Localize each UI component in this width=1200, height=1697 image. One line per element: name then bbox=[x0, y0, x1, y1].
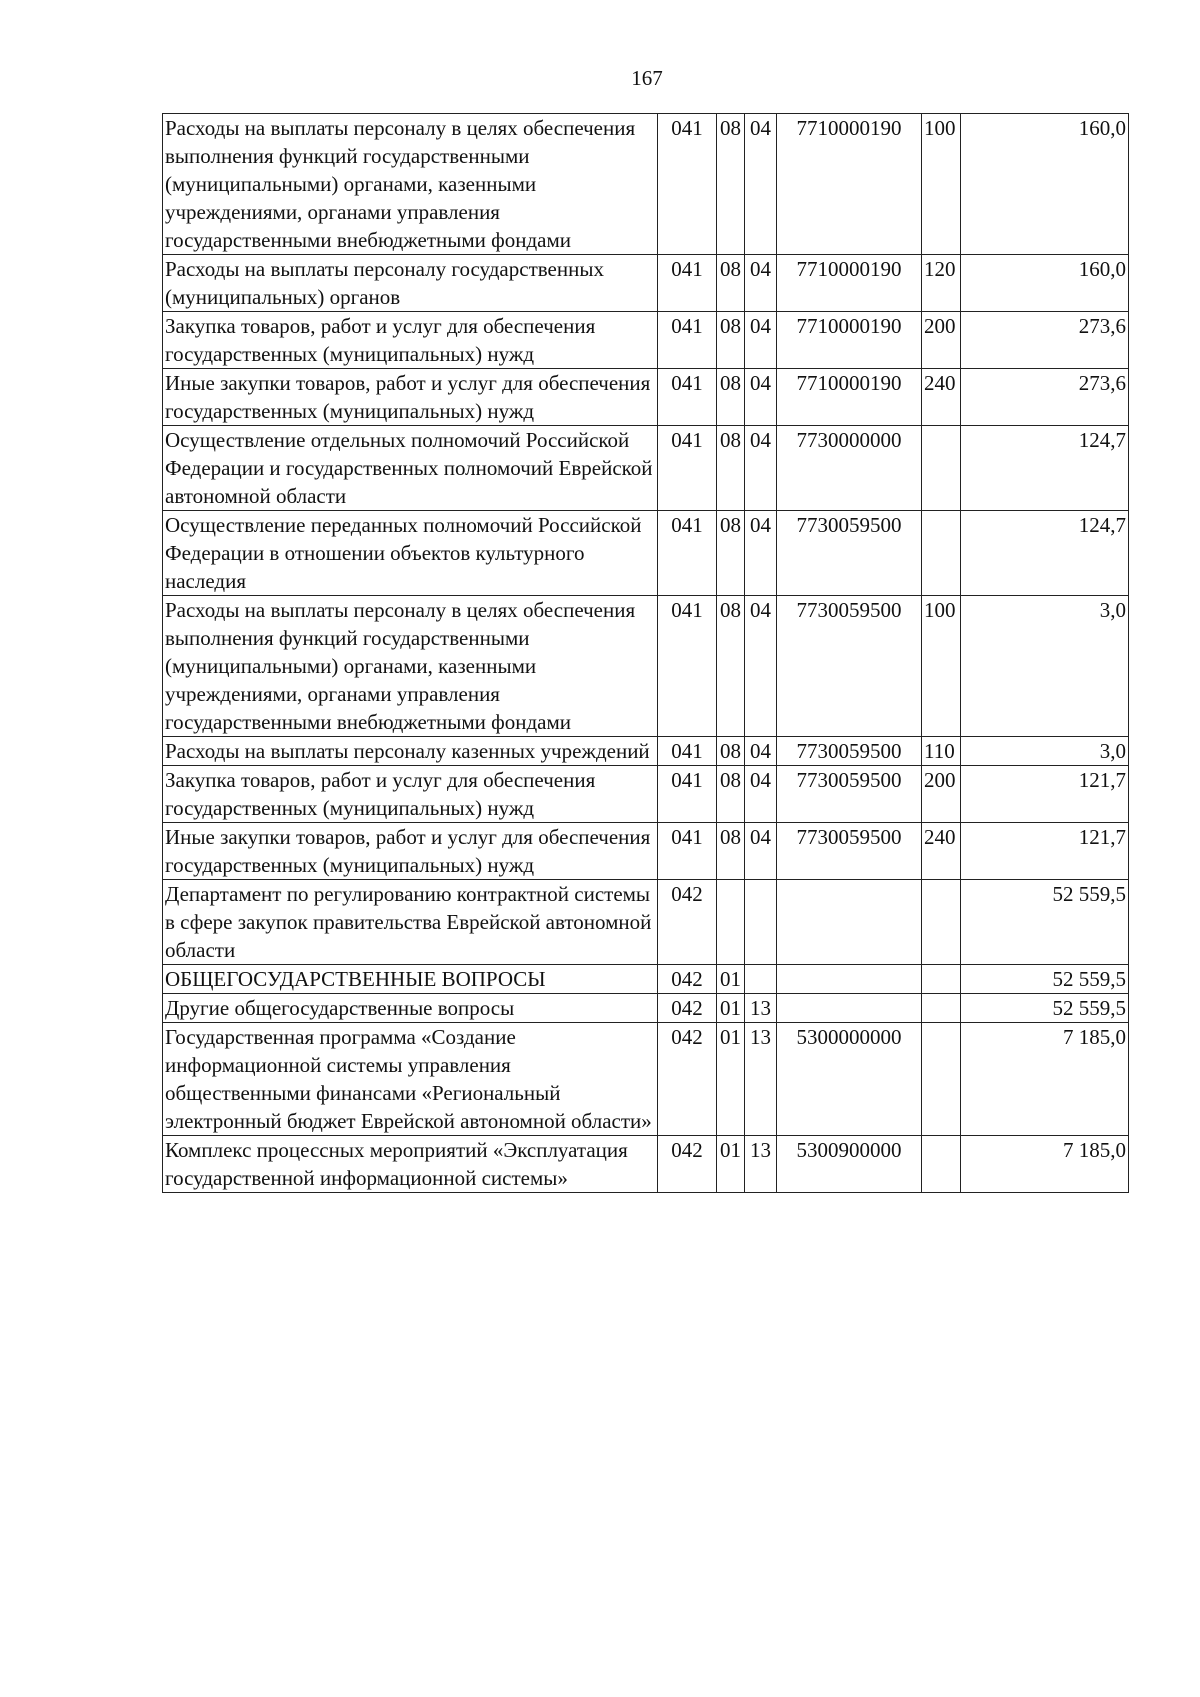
row-gr: 041 bbox=[658, 426, 717, 511]
row-pr bbox=[745, 965, 777, 994]
table-row bbox=[163, 965, 1129, 994]
row-name: Расходы на выплаты персоналу казенных учреждений bbox=[163, 737, 658, 766]
row-pr: 04 bbox=[745, 255, 777, 312]
row-gr: 042 bbox=[658, 965, 717, 994]
row-vr: 100 bbox=[922, 596, 961, 737]
table-row bbox=[163, 596, 1129, 737]
row-name: Иные закупки товаров, работ и услуг для обеспечения государственных (муниципальных) нужд bbox=[163, 823, 658, 880]
row-name: Департамент по регулированию контрактной системы в сфере закупок правительства Еврейской автономной области bbox=[163, 880, 658, 965]
row-vr bbox=[922, 1136, 961, 1193]
row-name: Расходы на выплаты персоналу государственных (муниципальных) органов bbox=[163, 255, 658, 312]
row-csr: 7710000190 bbox=[777, 369, 922, 426]
row-pr: 04 bbox=[745, 114, 777, 255]
row-name: Закупка товаров, работ и услуг для обеспечения государственных (муниципальных) нужд bbox=[163, 312, 658, 369]
page-number: 167 bbox=[631, 66, 663, 90]
table-row bbox=[163, 823, 1129, 880]
row-pr: 04 bbox=[745, 369, 777, 426]
row-pr: 13 bbox=[745, 1136, 777, 1193]
row-rz: 08 bbox=[717, 312, 745, 369]
row-csr: 7730059500 bbox=[777, 511, 922, 596]
table-row bbox=[163, 880, 1129, 965]
row-name: Закупка товаров, работ и услуг для обеспечения государственных (муниципальных) нужд bbox=[163, 766, 658, 823]
row-vr bbox=[922, 880, 961, 965]
row-vr: 240 bbox=[922, 369, 961, 426]
row-csr bbox=[777, 994, 922, 1023]
row-gr: 041 bbox=[658, 511, 717, 596]
row-rz: 08 bbox=[717, 255, 745, 312]
row-sum: 273,6 bbox=[961, 312, 1129, 369]
row-csr: 7710000190 bbox=[777, 255, 922, 312]
row-vr bbox=[922, 965, 961, 994]
table-row bbox=[163, 766, 1129, 823]
row-sum: 3,0 bbox=[961, 596, 1129, 737]
row-rz: 08 bbox=[717, 511, 745, 596]
row-pr: 13 bbox=[745, 1023, 777, 1136]
row-name: Другие общегосударственные вопросы bbox=[163, 994, 658, 1023]
row-pr: 04 bbox=[745, 596, 777, 737]
row-sum: 52 559,5 bbox=[961, 880, 1129, 965]
row-name: Осуществление переданных полномочий Российской Федерации в отношении объектов культурного наследия bbox=[163, 511, 658, 596]
table-row bbox=[163, 994, 1129, 1023]
row-sum: 7 185,0 bbox=[961, 1023, 1129, 1136]
table-row bbox=[163, 737, 1129, 766]
row-csr: 7730059500 bbox=[777, 737, 922, 766]
row-pr: 04 bbox=[745, 737, 777, 766]
row-rz: 01 bbox=[717, 1136, 745, 1193]
row-rz: 08 bbox=[717, 596, 745, 737]
row-vr bbox=[922, 511, 961, 596]
table-row bbox=[163, 426, 1129, 511]
row-csr: 5300000000 bbox=[777, 1023, 922, 1136]
row-name: Расходы на выплаты персоналу в целях обеспечения выполнения функций государственными (муниципальными) органами, казенными учреждениями, органами управления государственными внебюджетными фондами bbox=[163, 114, 658, 255]
row-gr: 041 bbox=[658, 596, 717, 737]
table-row bbox=[163, 369, 1129, 426]
row-vr bbox=[922, 994, 961, 1023]
row-rz: 08 bbox=[717, 737, 745, 766]
row-name: Расходы на выплаты персоналу в целях обеспечения выполнения функций государственными (муниципальными) органами, казенными учреждениями, органами управления государственными внебюджетными фондами bbox=[163, 596, 658, 737]
row-pr: 04 bbox=[745, 823, 777, 880]
row-rz: 08 bbox=[717, 114, 745, 255]
row-rz: 01 bbox=[717, 965, 745, 994]
row-csr: 7710000190 bbox=[777, 312, 922, 369]
row-sum: 121,7 bbox=[961, 766, 1129, 823]
row-vr: 200 bbox=[922, 312, 961, 369]
row-csr: 7730059500 bbox=[777, 596, 922, 737]
row-gr: 041 bbox=[658, 114, 717, 255]
row-rz: 08 bbox=[717, 823, 745, 880]
row-vr: 200 bbox=[922, 766, 961, 823]
row-pr: 13 bbox=[745, 994, 777, 1023]
table-row bbox=[163, 1136, 1129, 1193]
row-csr: 7710000190 bbox=[777, 114, 922, 255]
row-csr: 7730000000 bbox=[777, 426, 922, 511]
row-sum: 160,0 bbox=[961, 255, 1129, 312]
row-sum: 160,0 bbox=[961, 114, 1129, 255]
row-vr: 120 bbox=[922, 255, 961, 312]
row-vr bbox=[922, 426, 961, 511]
row-vr bbox=[922, 1023, 961, 1136]
table-row bbox=[163, 255, 1129, 312]
row-sum: 7 185,0 bbox=[961, 1136, 1129, 1193]
row-vr: 100 bbox=[922, 114, 961, 255]
row-sum: 52 559,5 bbox=[961, 965, 1129, 994]
row-gr: 042 bbox=[658, 1023, 717, 1136]
row-name: Осуществление отдельных полномочий Российской Федерации и государственных полномочий Еврейской автономной области bbox=[163, 426, 658, 511]
row-csr bbox=[777, 965, 922, 994]
row-sum: 3,0 bbox=[961, 737, 1129, 766]
row-sum: 273,6 bbox=[961, 369, 1129, 426]
row-csr bbox=[777, 880, 922, 965]
row-pr: 04 bbox=[745, 312, 777, 369]
row-name: Иные закупки товаров, работ и услуг для обеспечения государственных (муниципальных) нужд bbox=[163, 369, 658, 426]
row-gr: 041 bbox=[658, 823, 717, 880]
row-gr: 041 bbox=[658, 312, 717, 369]
row-vr: 110 bbox=[922, 737, 961, 766]
row-name: Комплекс процессных мероприятий «Эксплуатация государственной информационной системы» bbox=[163, 1136, 658, 1193]
row-gr: 042 bbox=[658, 994, 717, 1023]
row-sum: 121,7 bbox=[961, 823, 1129, 880]
table-row bbox=[163, 511, 1129, 596]
row-gr: 041 bbox=[658, 255, 717, 312]
row-gr: 042 bbox=[658, 1136, 717, 1193]
table-row bbox=[163, 114, 1129, 255]
budget-table-body bbox=[163, 114, 1129, 1193]
row-rz: 08 bbox=[717, 766, 745, 823]
row-pr bbox=[745, 880, 777, 965]
row-gr: 042 bbox=[658, 880, 717, 965]
table-row bbox=[163, 1023, 1129, 1136]
row-name: ОБЩЕГОСУДАРСТВЕННЫЕ ВОПРОСЫ bbox=[163, 965, 658, 994]
row-gr: 041 bbox=[658, 766, 717, 823]
row-csr: 5300900000 bbox=[777, 1136, 922, 1193]
row-rz: 01 bbox=[717, 1023, 745, 1136]
row-sum: 124,7 bbox=[961, 426, 1129, 511]
row-pr: 04 bbox=[745, 426, 777, 511]
row-gr: 041 bbox=[658, 369, 717, 426]
row-sum: 52 559,5 bbox=[961, 994, 1129, 1023]
row-rz: 01 bbox=[717, 994, 745, 1023]
table-row bbox=[163, 312, 1129, 369]
row-name: Государственная программа «Создание информационной системы управления общественными финансами «Региональный электронный бюджет Еврейской автономной области» bbox=[163, 1023, 658, 1136]
row-rz: 08 bbox=[717, 369, 745, 426]
row-csr: 7730059500 bbox=[777, 766, 922, 823]
row-vr: 240 bbox=[922, 823, 961, 880]
row-csr: 7730059500 bbox=[777, 823, 922, 880]
row-rz: 08 bbox=[717, 426, 745, 511]
row-sum: 124,7 bbox=[961, 511, 1129, 596]
budget-table bbox=[162, 113, 1129, 1193]
row-rz bbox=[717, 880, 745, 965]
row-pr: 04 bbox=[745, 766, 777, 823]
row-pr: 04 bbox=[745, 511, 777, 596]
row-gr: 041 bbox=[658, 737, 717, 766]
